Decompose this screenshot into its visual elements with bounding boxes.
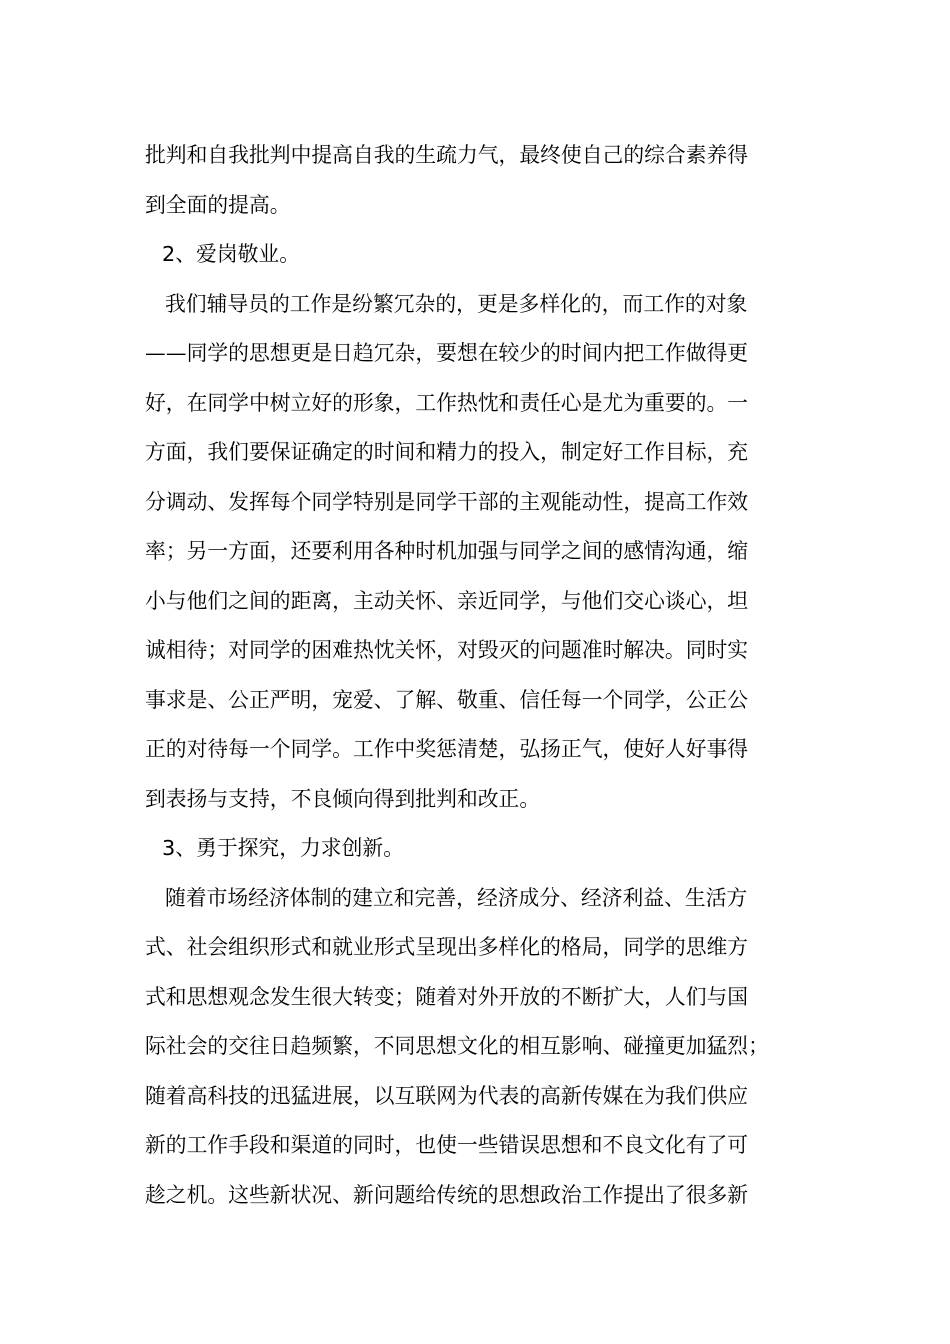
text-line: 式和思想观念发生很大转变；随着对外开放的不断扩大，人们与国 bbox=[145, 984, 749, 1009]
text-line: 随着高科技的迅猛进展，以互联网为代表的高新传媒在为我们供应 bbox=[145, 1083, 749, 1108]
text-line: 方面，我们要保证确定的时间和精力的投入，制定好工作目标，充 bbox=[145, 440, 749, 464]
text-line: 到全面的提高。 bbox=[145, 192, 291, 217]
text-line: 小与他们之间的距离，主动关怀、亲近同学，与他们交心谈心，坦 bbox=[145, 588, 749, 613]
text-line: 式、社会组织形式和就业形式呈现出多样化的格局，同学的思维方 bbox=[145, 935, 749, 959]
text-line: 新的工作手段和渠道的同时，也使一些错误思想和不良文化有了可 bbox=[145, 1133, 749, 1157]
document-body bbox=[145, 131, 810, 1220]
text-line: 到表扬与支持，不良倾向得到批判和改正。 bbox=[145, 786, 541, 811]
text-line: 好，在同学中树立好的形象，工作热忱和责任心是尤为重要的。一 bbox=[145, 390, 749, 415]
text-line: 事求是、公正严明，宠爱、了解、敬重、信任每一个同学，公正公 bbox=[145, 687, 749, 712]
section-heading: 3、勇于探究，力求创新。 bbox=[162, 836, 404, 860]
text-line: 趁之机。这些新状况、新问题给传统的思想政治工作提出了很多新 bbox=[145, 1182, 749, 1207]
text-line: 诚相待；对同学的困难热忱关怀，对毁灭的问题准时解决。同时实 bbox=[145, 638, 749, 662]
text-line: 率；另一方面，还要利用各种时机加强与同学之间的感情沟通，缩 bbox=[145, 539, 749, 563]
text-line: 正的对待每一个同学。工作中奖惩清楚，弘扬正气，使好人好事得 bbox=[145, 737, 749, 761]
text-line: ——同学的思想更是日趋冗杂，要想在较少的时间内把工作做得更 bbox=[145, 341, 749, 365]
paragraph-first-line: 随着市场经济体制的建立和完善，经济成分、经济利益、生活方 bbox=[165, 885, 748, 910]
text-line: 分调动、发挥每个同学特别是同学干部的主观能动性，提高工作效 bbox=[145, 489, 749, 514]
section-heading: 2、爱岗敬业。 bbox=[162, 242, 301, 266]
paragraph-first-line: 我们辅导员的工作是纷繁冗杂的，更是多样化的，而工作的对象 bbox=[165, 291, 748, 316]
text-line: 际社会的交往日趋频繁，不同思想文化的相互影响、碰撞更加猛烈； bbox=[145, 1034, 769, 1058]
text-line: 批判和自我批判中提高自我的生疏力气，最终使自己的综合素养得 bbox=[145, 143, 749, 167]
